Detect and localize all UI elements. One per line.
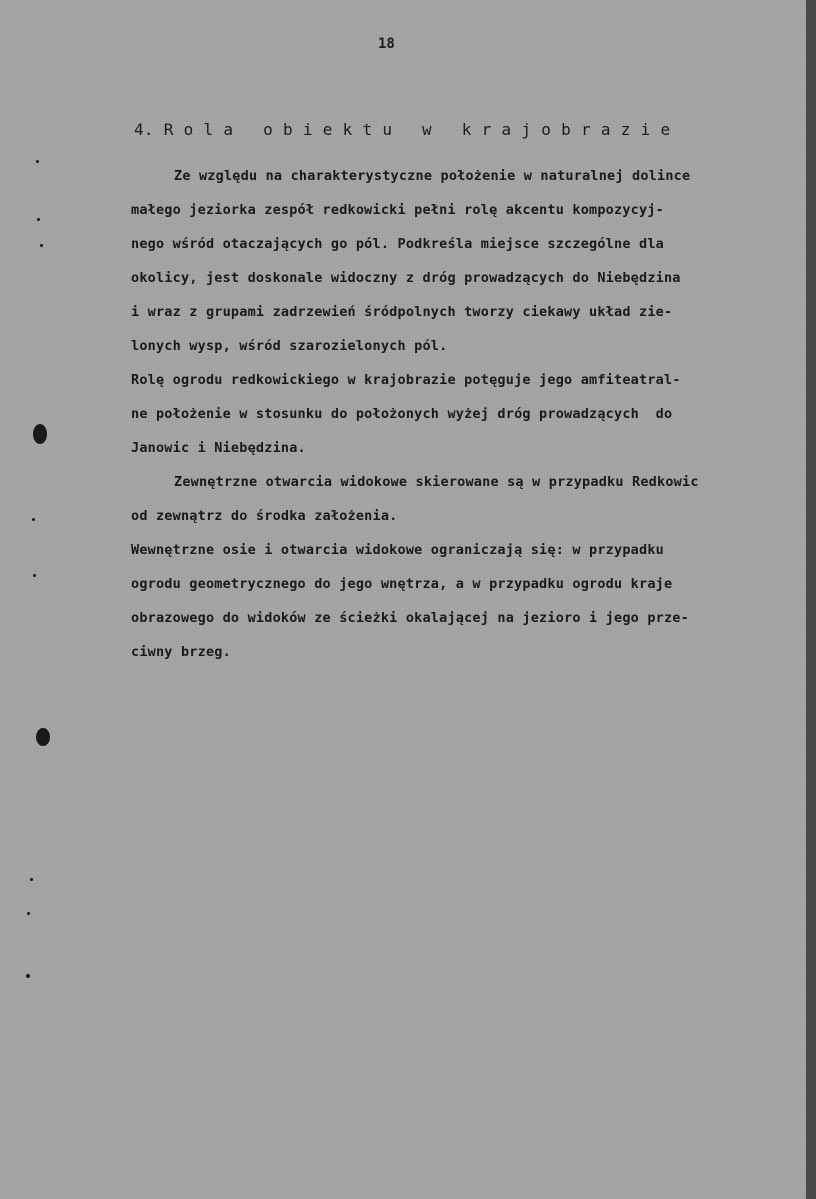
speck (30, 878, 33, 881)
text-line: Ze względu na charakterystyczne położenie w naturalnej dolince (174, 168, 691, 184)
text-line: ne położenie w stosunku do położonych wyżej dróg prowadzących do (131, 406, 673, 422)
text-line: obrazowego do widoków ze ścieżki okalającej na jezioro i jego prze- (131, 610, 689, 626)
speck (40, 244, 43, 247)
speck (26, 974, 30, 978)
speck (36, 160, 39, 163)
text-line: ciwny brzeg. (131, 644, 231, 660)
text-line: małego jeziorka zespół redkowicki pełni rolę akcentu kompozycyj- (131, 202, 664, 218)
text-line: Rolę ogrodu redkowickiego w krajobrazie potęguje jego amfiteatral- (131, 372, 681, 388)
text-line: ogrodu geometrycznego do jego wnętrza, a w przypadku ogrodu kraje (131, 576, 673, 592)
section-heading: 4. R o l a o b i e k t u w k r a j o b r a z i e (134, 120, 671, 139)
text-line: okolicy, jest doskonale widoczny z dróg prowadzących do Niebędzina (131, 270, 681, 286)
text-line: od zewnątrz do środka założenia. (131, 508, 398, 524)
text-line: lonych wysp, wśród szarozielonych pól. (131, 338, 448, 354)
speck (32, 518, 35, 521)
text-line: nego wśród otaczających go pól. Podkreśla miejsce szczególne dla (131, 236, 664, 252)
speck (33, 574, 36, 577)
scan-edge (806, 0, 816, 1199)
text-line: Zewnętrzne otwarcia widokowe skierowane są w przypadku Redkowic (174, 474, 699, 490)
text-line: Wewnętrzne osie i otwarcia widokowe ograniczają się: w przypadku (131, 542, 664, 558)
ink-blot (33, 424, 47, 444)
speck (37, 218, 40, 221)
ink-blot (36, 728, 50, 746)
text-line: i wraz z grupami zadrzewień śródpolnych tworzy ciekawy układ zie- (131, 304, 673, 320)
page-number: 18 (378, 36, 395, 52)
text-line: Janowic i Niebędzina. (131, 440, 306, 456)
speck (27, 912, 30, 915)
